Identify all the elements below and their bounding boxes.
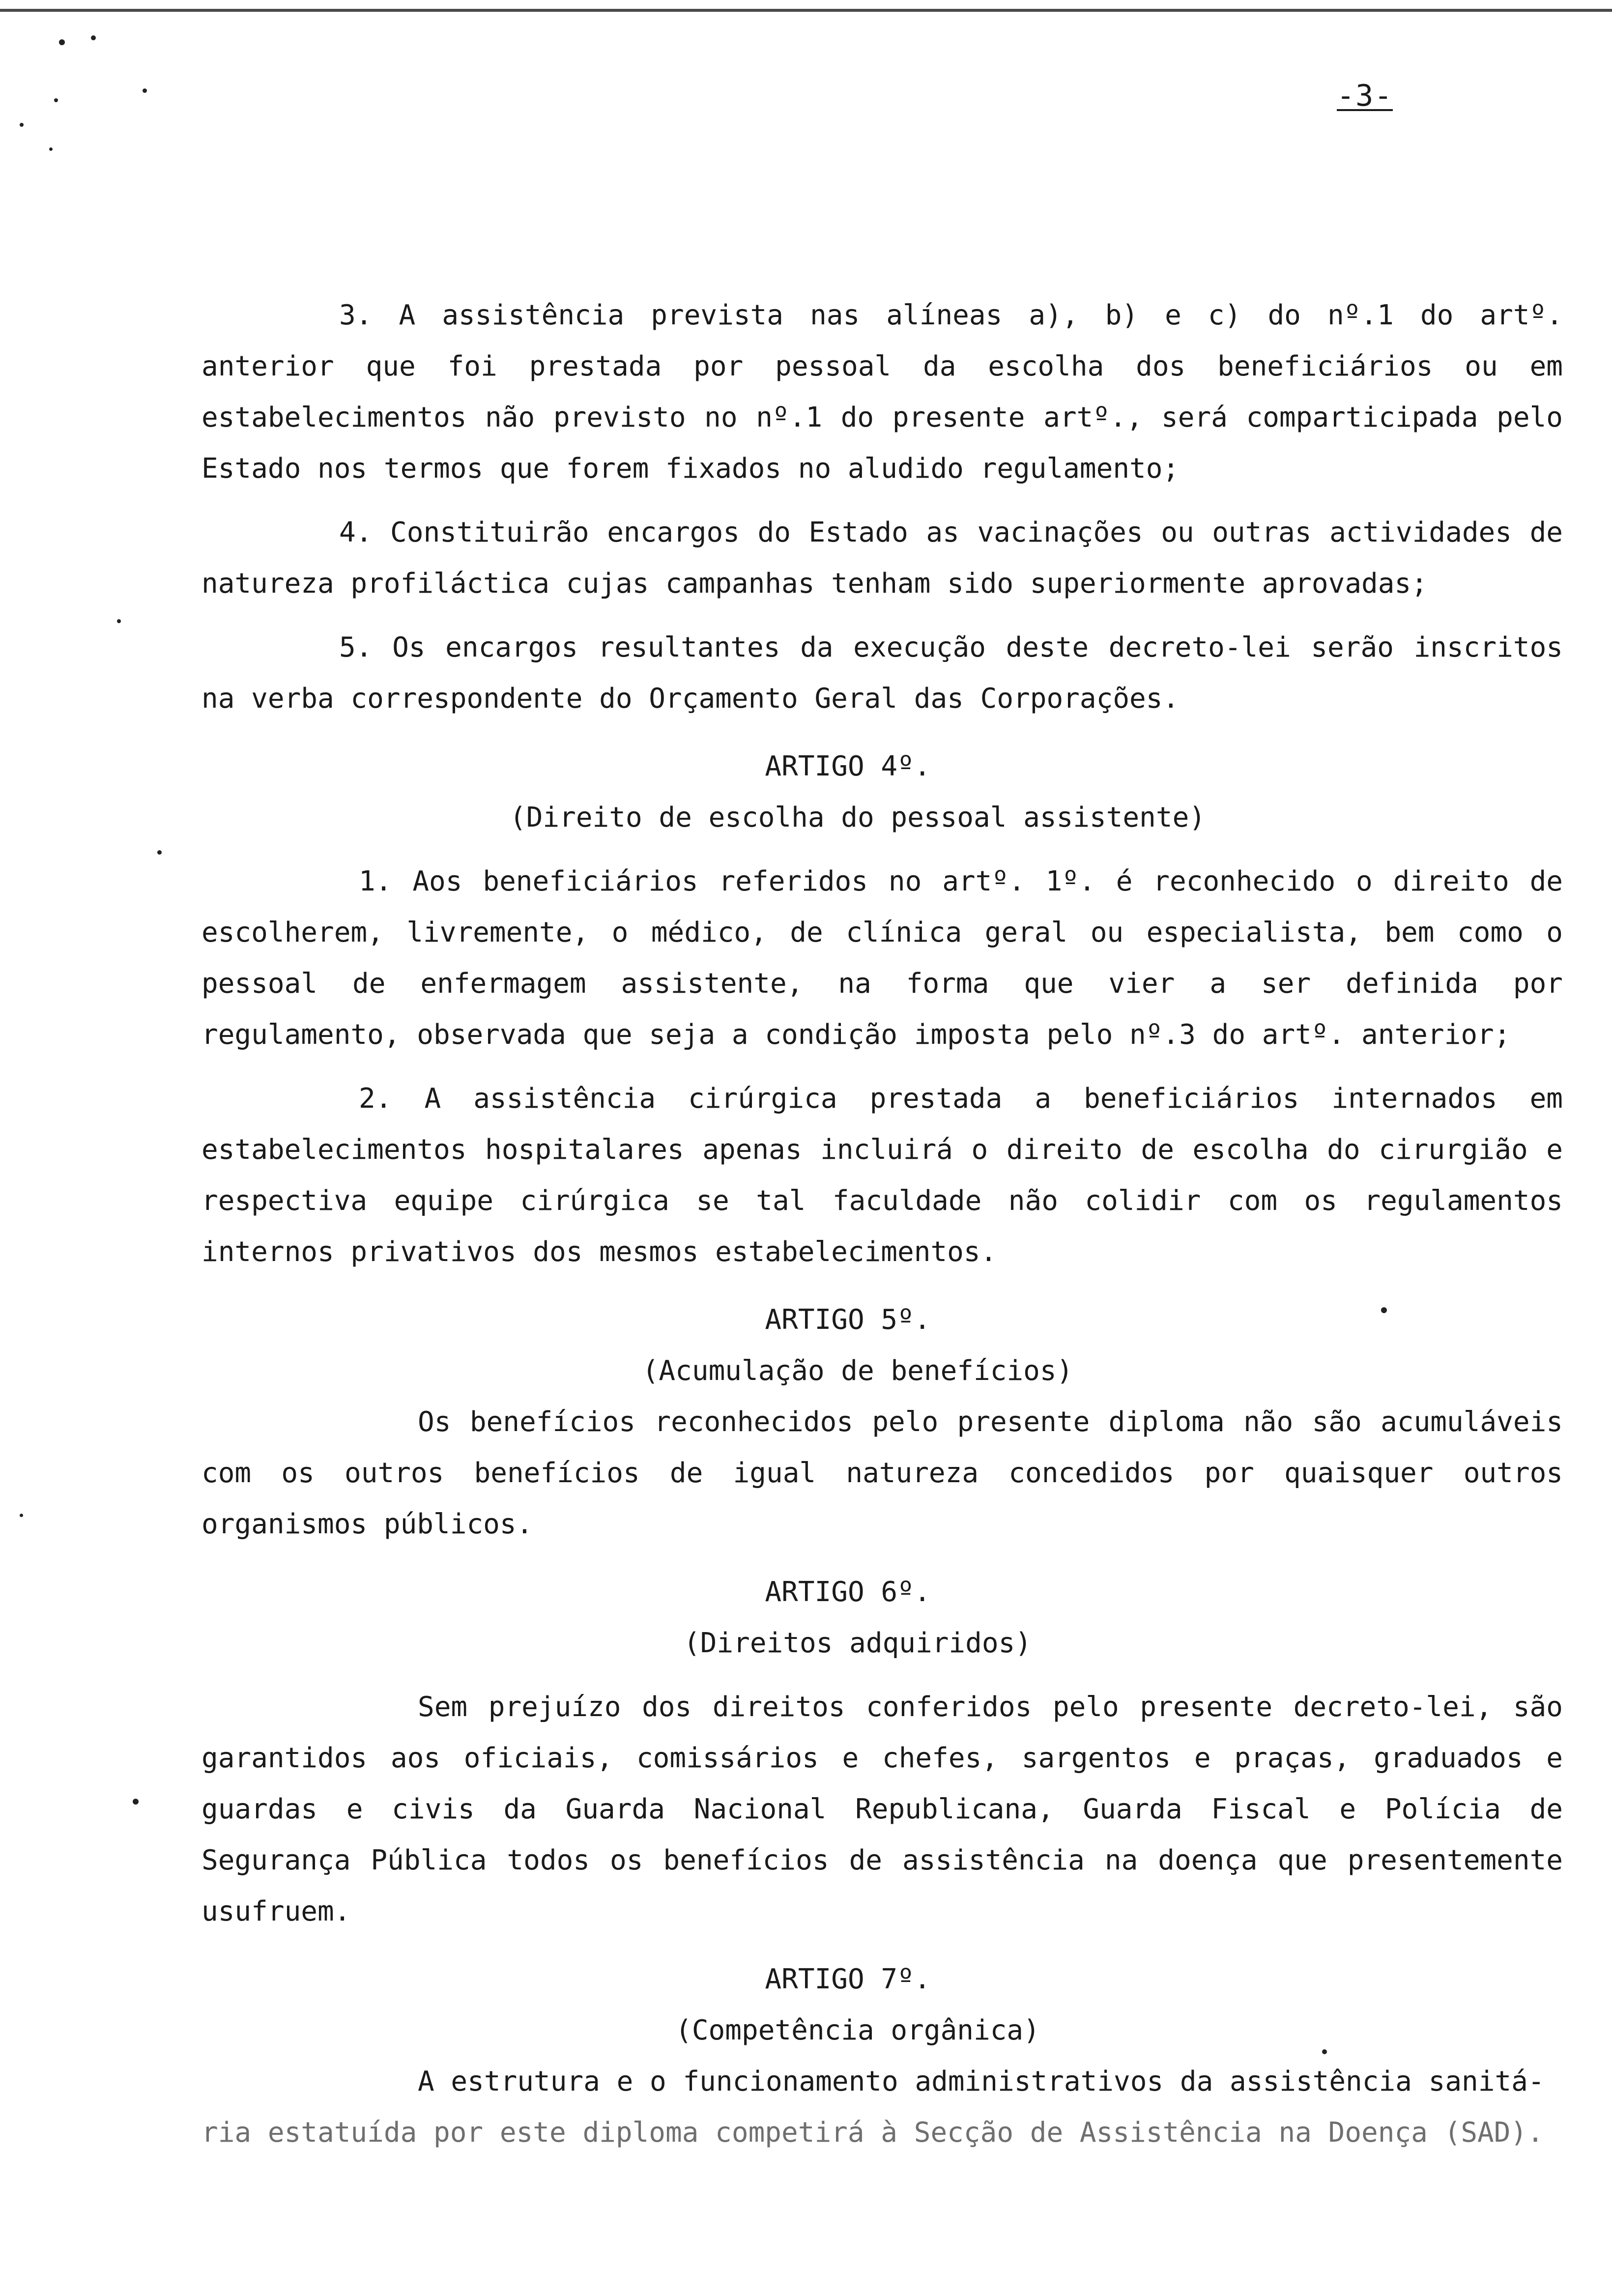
artigo5-title: ARTIGO 5º. <box>765 1304 931 1336</box>
paragraph-art3-item4: 4. Constituirão encargos do Estado as vacinações ou outras actividades de natureza profiláctica cujas campanhas tenham sido superiormente aprovadas; <box>202 517 1563 600</box>
scan-speck <box>20 1514 23 1517</box>
scan-speck <box>157 850 162 855</box>
scan-speck <box>143 88 147 93</box>
scan-speck <box>117 619 121 623</box>
scan-speck <box>59 39 65 45</box>
scan-speck <box>91 35 96 40</box>
document-body <box>202 290 1563 2158</box>
paragraph-art3-item3: 3. A assistência prevista nas alíneas a), b) e c) do nº.1 do artº. anterior que foi prestada por pessoal da escolha dos beneficiários ou em estabelecimentos não previsto no nº.1 do presente artº., será comparticipada pelo Estado nos termos que forem fixados no aludido regulamento; <box>202 299 1563 485</box>
scan-speck <box>1322 2049 1327 2054</box>
scan-speck <box>20 123 24 127</box>
artigo7-title: ARTIGO 7º. <box>765 1963 931 1995</box>
page-number: -3- <box>1337 79 1393 113</box>
artigo6-subtitle: (Direitos adquiridos) <box>683 1627 1032 1659</box>
top-rule <box>0 9 1612 12</box>
artigo6-title: ARTIGO 6º. <box>765 1576 931 1608</box>
artigo4-title: ARTIGO 4º. <box>765 750 931 782</box>
artigo4-subtitle: (Direito de escolha do pessoal assistente) <box>509 802 1206 833</box>
scan-speck <box>133 1799 139 1805</box>
scan-speck <box>49 147 53 151</box>
scan-speck <box>54 98 58 102</box>
scan-speck <box>1381 1307 1387 1313</box>
paragraph-art5: Os benefícios reconhecidos pelo presente diploma não são acumuláveis com os outros benefícios de igual natureza concedidos por quaisquer outros organismos públicos. <box>202 1406 1563 1540</box>
artigo5-subtitle: (Acumulação de benefícios) <box>642 1355 1073 1387</box>
artigo7-subtitle: (Competência orgânica) <box>675 2014 1040 2046</box>
paragraph-art6: Sem prejuízo dos direitos conferidos pelo presente decreto-lei, são garantidos aos oficiais, comissários e chefes, sargentos e praças, graduados e guardas e civis da Guarda Nacional Republicana, Guarda Fiscal e Polícia de Segurança Pública todos os benefícios de assistência na doença que presentemente usufruem. <box>202 1691 1563 1927</box>
paragraph-art7-line2: ria estatuída por este diploma competirá à Secção de Assistência na Doença (SAD). <box>202 2117 1544 2149</box>
paragraph-art7-line1: A estrutura e o funcionamento administrativos da assistência sanitá- <box>418 2066 1545 2097</box>
paragraph-art3-item5: 5. Os encargos resultantes da execução deste decreto-lei serão inscritos na verba correspondente do Orçamento Geral das Corporações. <box>202 631 1563 715</box>
paragraph-art4-item2: 2. A assistência cirúrgica prestada a beneficiários internados em estabelecimentos hospitalares apenas incluirá o direito de escolha do cirurgião e respectiva equipe cirúrgica se tal faculdade não colidir com os regulamentos internos privativos dos mesmos estabelecimentos. <box>202 1083 1563 1268</box>
paragraph-art4-item1: 1. Aos beneficiários referidos no artº. 1º. é reconhecido o direito de escolherem, livremente, o médico, de clínica geral ou especialista, bem como o pessoal de enfermagem assistente, na forma que vier a ser definida por regulamento, observada que seja a condição imposta pelo nº.3 do artº. anterior; <box>202 865 1563 1051</box>
